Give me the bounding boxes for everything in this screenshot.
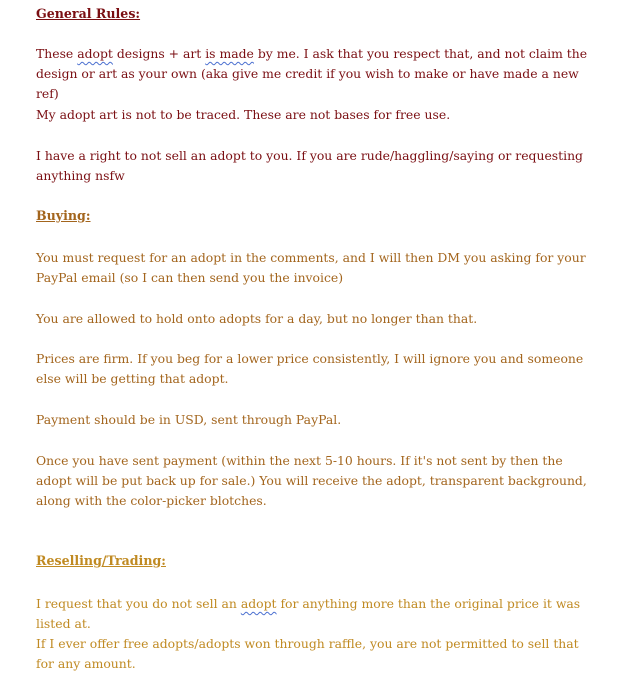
- spellcheck-word-adopt-2: adopt: [240, 596, 277, 611]
- spellcheck-word-adopt: adopt: [77, 46, 113, 61]
- general-rule-right-to-refuse: I have a right to not sell an adopt to you. If you are rude/haggling/saying or requesting anything nsfw: [36, 148, 583, 183]
- buying-rule-request: You must request for an adopt in the comments, and I will then DM you asking for your PayPal email (so I can then send you the invoice): [36, 250, 586, 285]
- reselling-rule-text-c: for anything more than the original price it was listed at.: [36, 596, 581, 631]
- general-rule-credit-text-e: by me. I ask that you respect that, and not claim the design or art as your own (aka give me credit if you wish to make or have made a new ref): [36, 46, 588, 101]
- buying-rule-prices-firm: Prices are firm. If you beg for a lower price consistently, I will ignore you and someone else will be getting that adopt.: [36, 351, 584, 386]
- general-rule-credit-text-a: These: [36, 46, 78, 61]
- buying-heading: Buying:: [36, 208, 91, 223]
- buying-rule-hold: You are allowed to hold onto adopts for a day, but no longer than that.: [36, 311, 478, 326]
- reselling-rule-price-limit: [36, 594, 594, 634]
- general-rule-no-tracing: My adopt art is not to be traced. These are not bases for free use.: [36, 107, 451, 122]
- reselling-heading: Reselling/Trading:: [36, 553, 166, 568]
- general-rules-heading: General Rules:: [36, 6, 141, 21]
- buying-rule-payment-window: Once you have sent payment (within the next 5-10 hours. If it's not sent by then the adopt will be put back up for sale.) You will receive the adopt, transparent background, along with the color-picker blotches.: [36, 453, 587, 508]
- general-rule-credit-text-c: designs + art: [112, 46, 206, 61]
- general-rule-credit: [36, 44, 594, 104]
- reselling-rule-free-adopts: If I ever offer free adopts/adopts won through raffle, you are not permitted to sell that for any amount.: [36, 636, 579, 671]
- buying-rule-payment-currency: Payment should be in USD, sent through PayPal.: [36, 412, 342, 427]
- spellcheck-word-is-made: is made: [205, 46, 254, 61]
- reselling-rule-text-a: I request that you do not sell an: [36, 596, 241, 611]
